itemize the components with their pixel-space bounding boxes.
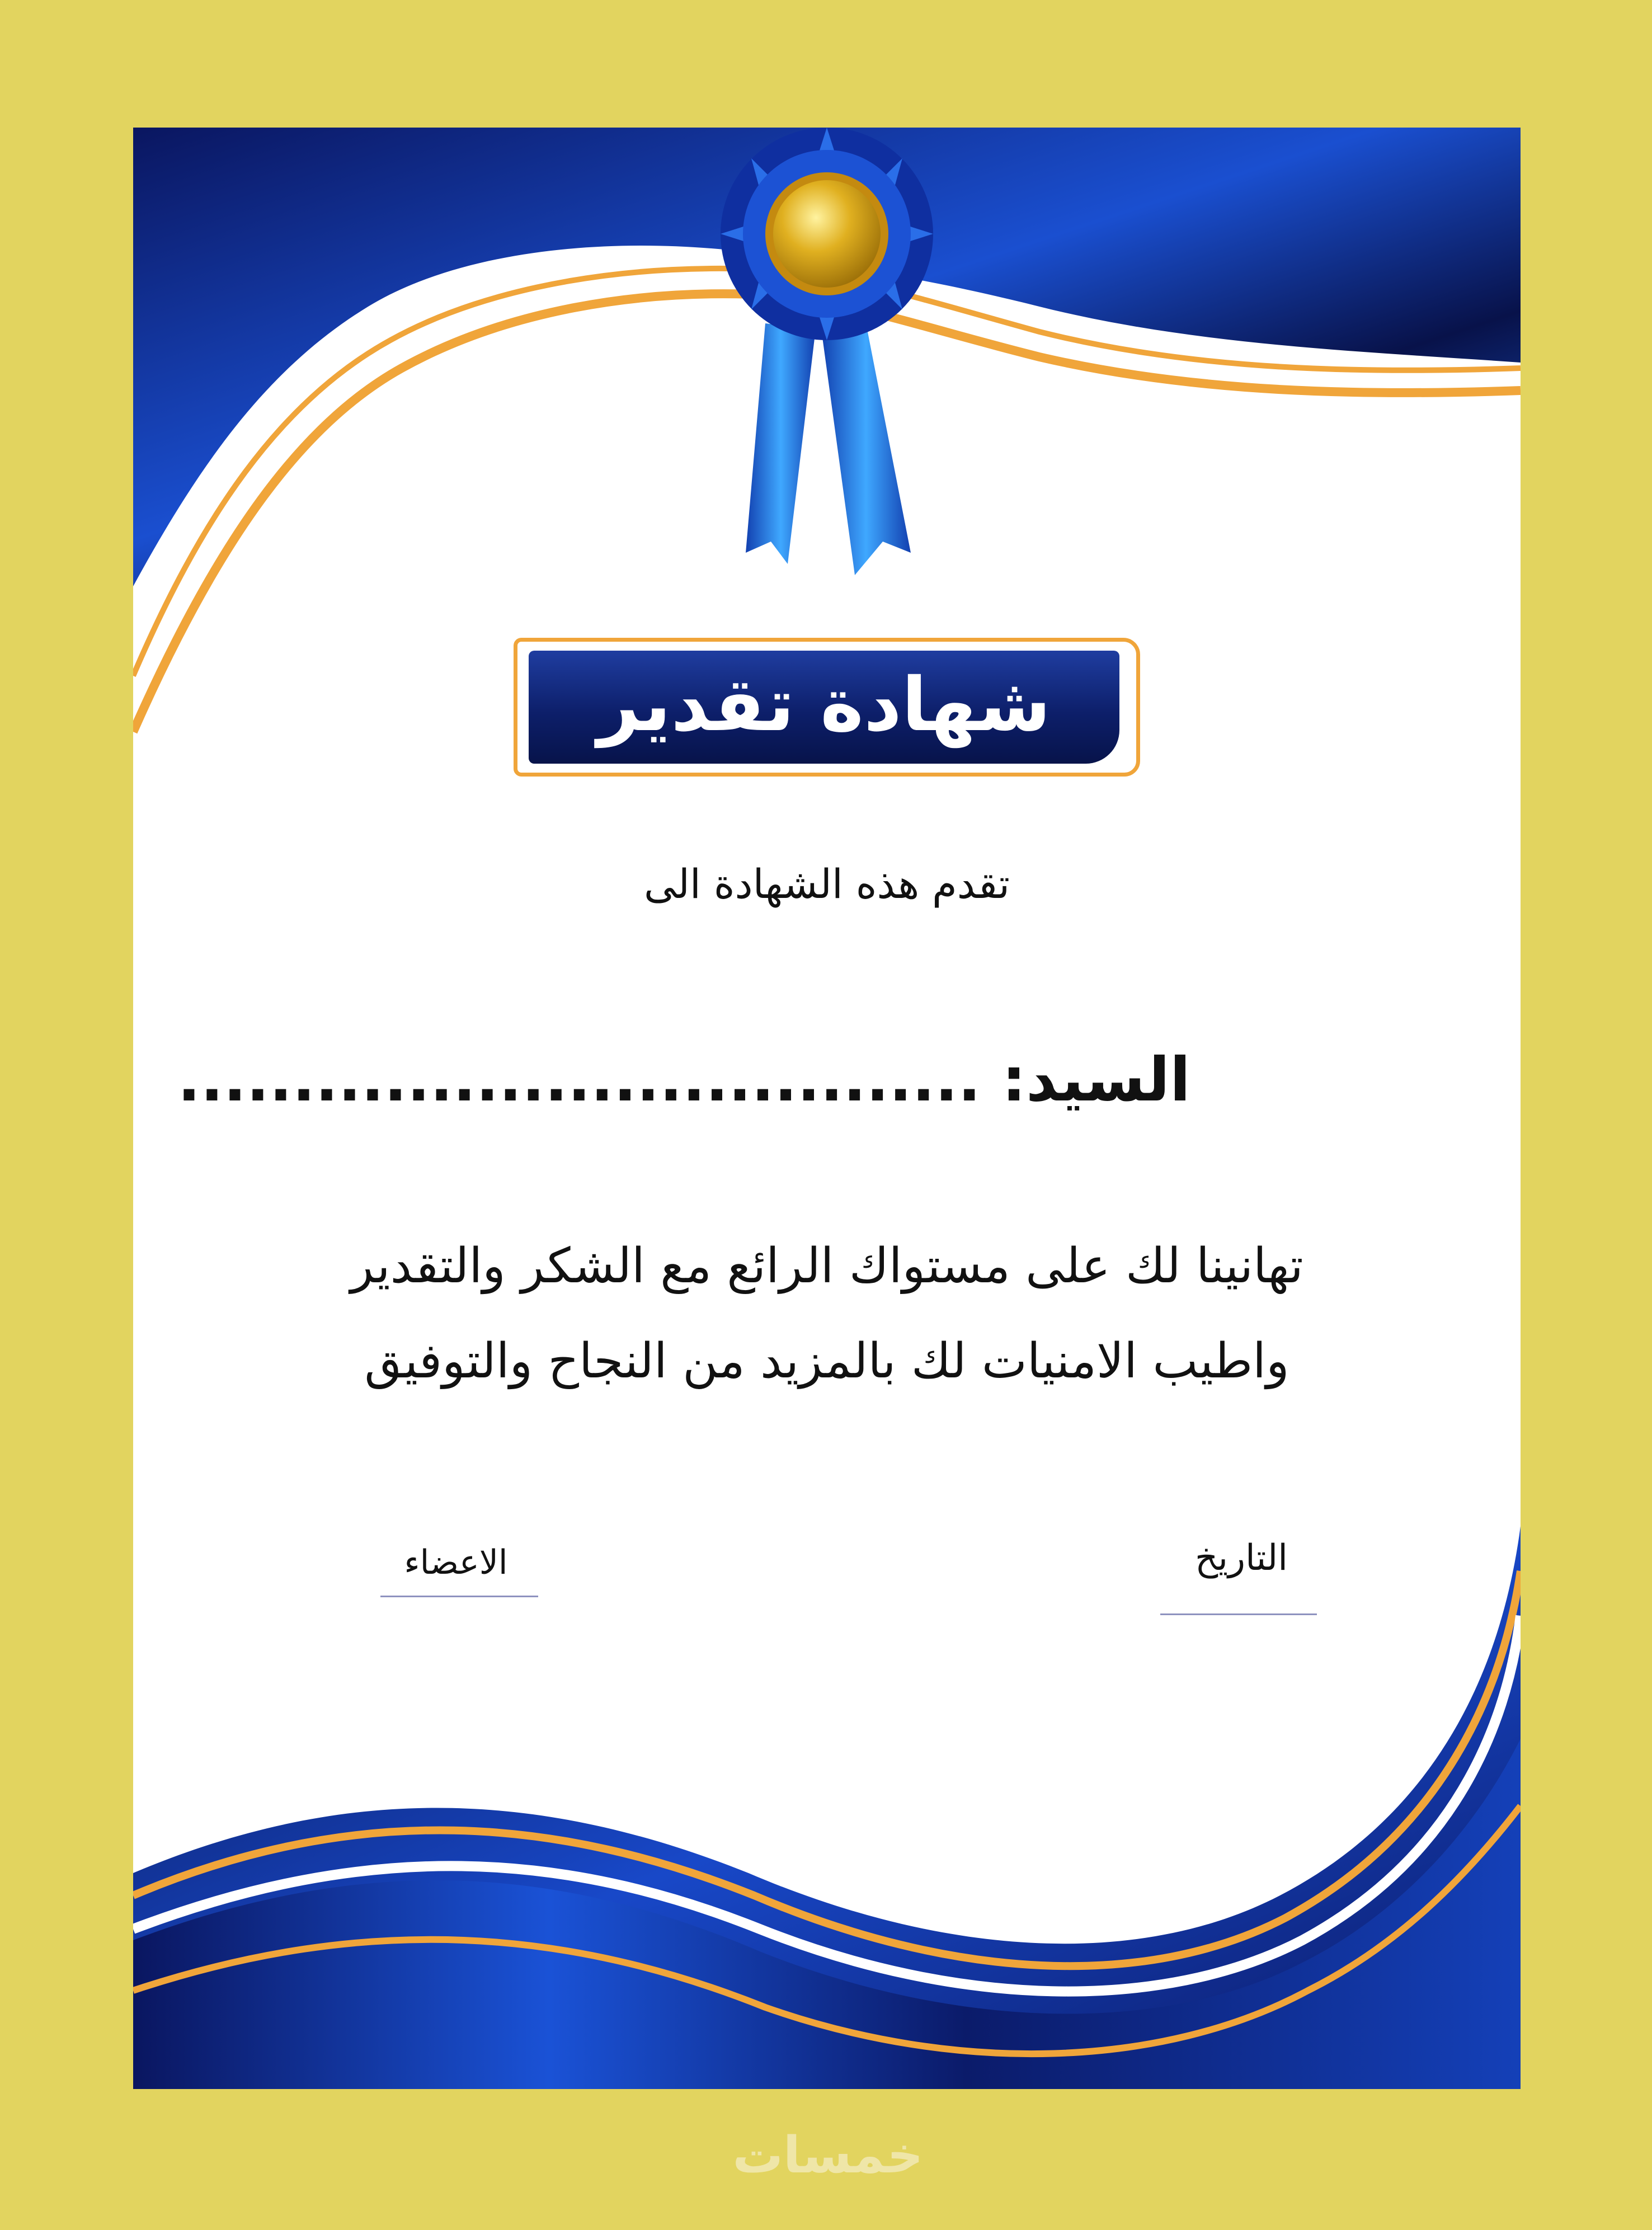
members-label: الاعضاء: [404, 1543, 508, 1582]
certificate-body: [273, 1218, 1381, 1409]
members-signature-line: [380, 1596, 538, 1597]
certificate: [133, 128, 1521, 2089]
title-banner: [514, 638, 1140, 777]
body-line: واطيب الامنيات لك بالمزيد من النجاح والتوفيق: [364, 1333, 1289, 1389]
certificate-subtitle: تقدم هذه الشهادة الى: [643, 860, 1010, 907]
gold-medal-icon: [765, 172, 888, 295]
date-label: التاريخ: [1194, 1537, 1288, 1579]
date-signature-line: [1160, 1613, 1317, 1615]
title-banner-fill: [529, 651, 1119, 764]
watermark: خمسات: [732, 2126, 924, 2185]
certificate-title: شهادة تقدير: [597, 662, 1051, 748]
recipient-line: السيد: ...................................: [177, 1045, 1190, 1115]
body-line: تهانينا لك على مستواك الرائع مع الشكر والتقدير: [350, 1238, 1303, 1294]
